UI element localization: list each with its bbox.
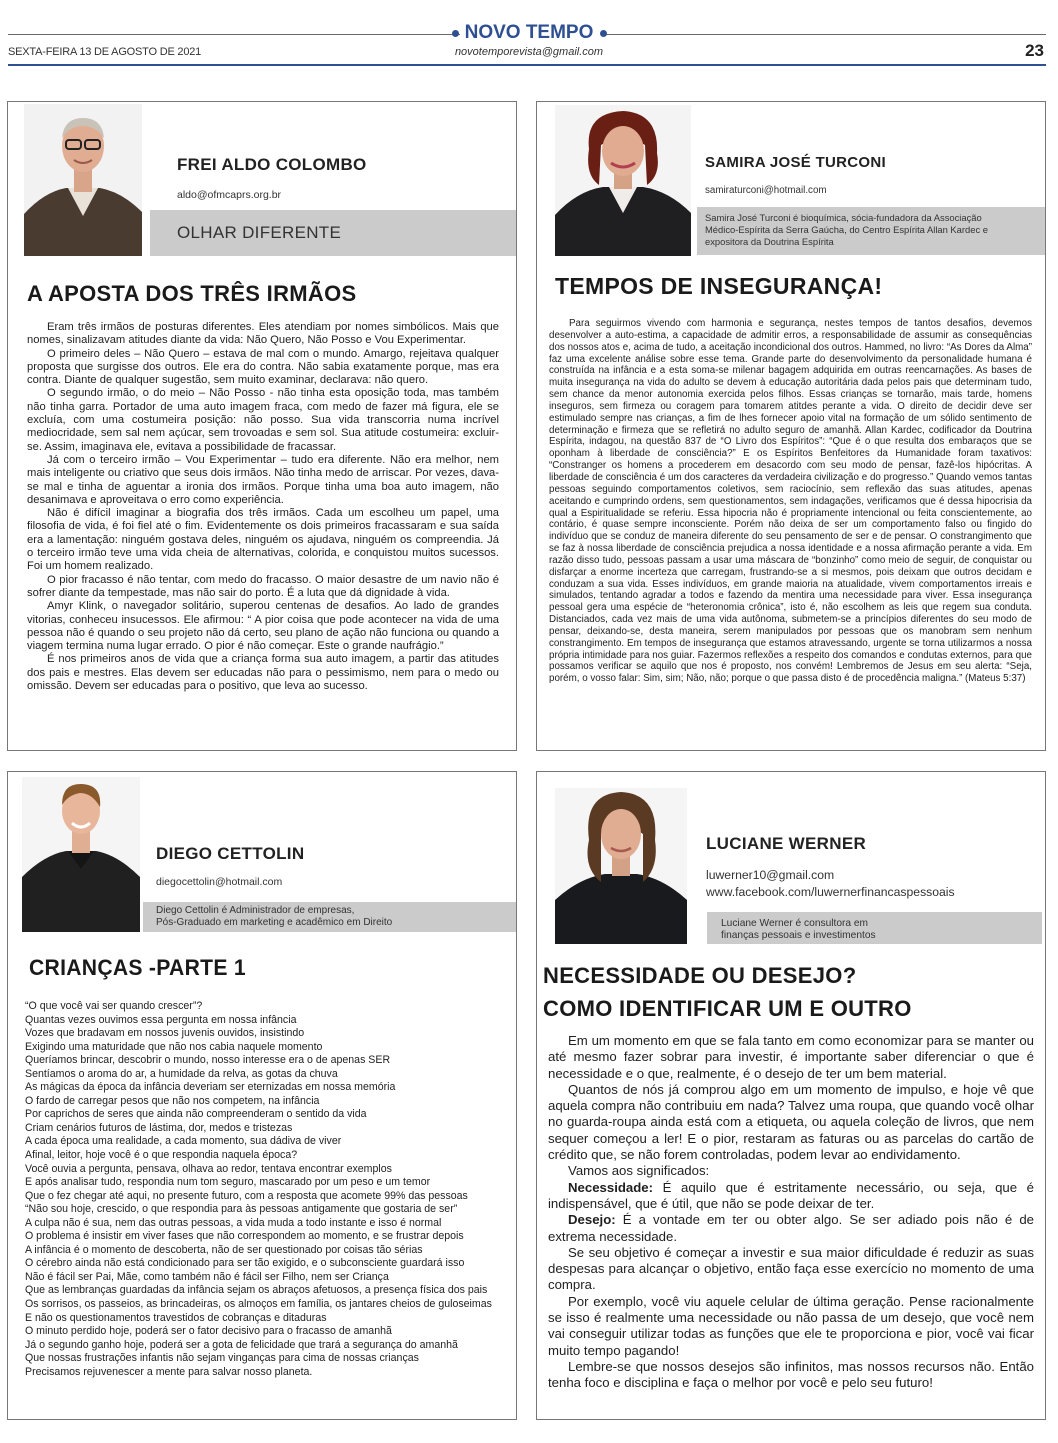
article-body	[25, 1000, 504, 1379]
paragraph: Amyr Klink, o navegador solitário, superou centenas de desafios. Ao lado de grandes vitorias, conheceu insucessos. Ele afirmou: “ A pior coisa que pode acontecer na vida de uma pessoa não é quando o seu projeto não dá certo, seu plano de ação não funciona ou quando a viagem termina numa lugar errado. O pior é não começar. Este o grande naufrágio.”	[27, 600, 499, 653]
author-photo	[24, 104, 142, 256]
poem-line: Afinal, leitor, hoje você é o que respondia naquela época?	[25, 1149, 298, 1162]
article-samira-turconi	[536, 101, 1046, 751]
paragraph: Para seguirmos vivendo com harmonia e segurança, nestes tempos de tantos desafios, devemos desenvolver a auto-estima, a capacidade de admitir erros, a responsabilidade de assumir as consequências dos nossos atos e, acima de tudo, a aceitação incondicional dos outros. Hammed, no livro: “As Dores da Alma” faz uma excelente análise sobre esse tema. Grande parte do desenvolvimento da personalidade humana é construída na infância e a esta soma-se milenar bagagem adquirida em outras reencarnações. As bases de muita insegurança na vida do adulto se devem à educação autoritária dada pelos pais que determinam tudo, sem chance da menor autonomia exercida pelos filhos. Essas crianças se tornarão, mais tarde, homens inseguros, sem firmeza ou coragem para tomarem atitdes perante a vida. O direito de decidir deve ser estimulado sempre nas crianças, a fim de lhes fornecer apoio vital na formação de um sólido sentimento de determinação e firmeza que se refletirá no adulto seguro de amanhã. Allan Kardec, codificador da Doutrina Espírita, indagou, na questão 837 de “O Livro dos Espíritos”: “Que é o que resulta dos embaraços que se oponham à liberdade de consciência?” E os Espíritos Benfeitores da Humanidade foram taxativos: “Constranger os homens a procederem em desacordo com seu modo de pensar, fazê-los hipócritas. A liberdade de consciência é um dos caracteres da verdadeira civilização e do progresso.” Quando vemos tantas pessoas seguindo comportamentos coletivos, sem raciocínio, sem reflexão das suas atitudes, apenas aceitando e cumprindo ordens, sem questionamentos, sem indagações, verificamos que é dessa hipocrisia da qual a Espiritualidade se referiu. Essa hipocria não é propriamente intencional ou feita conscientemente, ao contário, é quase sempre inconsciente. Porém não deixa de ser um comportamento falso ou fingido do indivíduo que se conduz de maneira diferente do seu pensamento de ser e de pensar. O constrangimento que se faz à nossa liberdade de consciência prejudica a nossa identidade e a nossa afirmação perante a vida. Em razão disso tudo, pessoas passam a usar uma máscara de “bonzinho” como meio de seguir, de conquistar ou disfarçar a enorme incerteza que carregam, frustrando-se a si mesmos, pois deixam que outros decidam e conduzam a sua vida. Esses indivíduos, em grande maioria na atualidade, vivem comportamentos irreais e simulados, tentando agradar a todos e fazendo da mentira uma necessidade para viver. Essa insegurança pessoal gera uma espécie de “heteronomia crônica”, isto é, não escolhem as leis que regem sua conduta. Distanciados, cada vez mais de uma vida autônoma, submetem-se a princípios diferentes do seu modo de pensar, deixando-se, desta maneira, serem manipulados por pessoas que os manobram sem nenhum constrangimento. Em tempos de insegurança que estamos atravessando, urgente se torna utilizarmos a nossa própria intimidade para nos guiar. Fazermos reflexões a respeito dos comandos e condutas externos, para que possamos verificar se aquilo que nos é proposto, nos convém! Lembremos de Jesus em seu alerta: “Seja, porém, o vosso falar: Sim, sim; Não, não; porque o que passa disto é de procedência maligna.” (Mateus 5:37)	[549, 318, 1032, 685]
article-headline: TEMPOS DE INSEGURANÇA!	[555, 273, 883, 299]
definition-text: É a vontade em ter ou obter algo. Se ser adiado pois não é de extrema necessidade.	[548, 1212, 1034, 1244]
masthead-title: NOVO TEMPO	[464, 22, 594, 43]
poem-line: Que nossas frustrações infantis não sejam vinganças para cima de nossas crianças	[25, 1352, 419, 1365]
poem-line: O fardo de carregar pesos que não nos competem, na infância	[25, 1094, 320, 1107]
poem-line: Já o segundo ganho hoje, poderá ser a gota de felicidade que trará a segurança do amanhã	[25, 1338, 458, 1351]
poem-line: E não os questionamentos travestidos de cobranças e ditaduras	[25, 1311, 327, 1324]
paragraph: O segundo irmão, o do meio – Não Posso - não tinha esta oposição toda, mas também não tinha garra. Portador de uma auto imagem fraca, com medo de fazer má figura, ele se excluía, com uma costumeira posição: não posso. Sua vida transcorria numa incrível mediocridade, sem sal nem açúcar, sem trovoadas e sem sol. Sua atitude costumeira: excluir-se. Assim, imaginava ele, evitava a possibilidade de fracassar.	[27, 387, 499, 453]
poem-line: “O que você vai ser quando crescer”?	[25, 1000, 203, 1012]
poem-line: “Não sou hoje, crescido, o que respondia para às pessoas antigamente que gostaria de ser”	[25, 1203, 458, 1216]
author-photo	[555, 105, 691, 256]
author-name: LUCIANE WERNER	[706, 834, 867, 853]
author-photo	[22, 777, 140, 932]
poem-line: A infância é o momento de descoberta, não de ser questionado por coisas tão sérias	[25, 1243, 423, 1256]
page-number: 23	[1025, 41, 1044, 60]
poem-line: Sentíamos o aroma do ar, a humidade da relva, as gotas da chuva	[25, 1067, 338, 1080]
author-bio: Luciane Werner é consultora em finanças pessoais e investimentos	[721, 918, 876, 941]
article-luciane-werner	[536, 771, 1046, 1420]
poem-line: As mágicas da época da infância deveriam ser eternizadas em nossa memória	[25, 1081, 396, 1094]
article-body	[548, 1033, 1034, 1392]
poem-line: Que as lembranças guardadas da infância sejam os abraços afetuosos, a presença física dos pais	[25, 1284, 488, 1297]
poem-line: Os sorrisos, os passeios, as brincadeiras, os almoços em família, os jantares cheios de guloseimas	[25, 1298, 492, 1311]
article-headline: A APOSTA DOS TRÊS IRMÃOS	[27, 281, 357, 306]
paragraph: Não é difícil imaginar a biografia dos três irmãos. Cada um escolheu um papel, uma filosofia de vida, é foi fiel até o fim. Evidentemente os dois primeiros fracassaram e sua saída era a lamentação: ninguém gostava deles, ninguém os ajudava, ninguém os compreendia. Já o terceiro irmão teve uma vida cheia de alternativas, colorida, e conquistou muitos sucessos. Foi um homem realizado.	[27, 507, 499, 573]
poem-line: O cérebro ainda não está condicionado para ser tão exigido, e o subconsciente guardará isso	[25, 1257, 465, 1270]
author-photo	[555, 788, 687, 944]
paragraph: Por exemplo, você viu aquele celular de última geração. Pense racionalmente se isso é realmente uma necessidade ou não passa de um desejo, que você nem vai conseguir utilizar todas as funções que ele te proporciona e pior, você vai ficar muito tempo pagando!	[548, 1293, 1034, 1358]
poem-line: O problema é insistir em viver fases que não correspondem ao momento, e se frustrar depois	[25, 1230, 464, 1243]
author-bio: Diego Cettolin é Administrador de empresas, Pós-Graduado em marketing e acadêmico em Direito	[156, 905, 393, 928]
term-necessidade: Necessidade:	[568, 1179, 654, 1195]
paragraph: Quantos de nós já comprou algo em um momento de impulso, e hoje vê que aquela compra não contribuiu em nada? Talvez uma roupa, que quando você olhar no guarda-roupa ainda está com a etiqueta, ou aquela coleção de livros, que nem sequer começou a ler! E o pior, restaram as faturas ou as parcelas do cartão de crédito que, se não forem controladas, podem levar ao endividamento.	[548, 1081, 1034, 1163]
paragraph: Já com o terceiro irmão – Vou Experimentar – tudo era diferente. Não era melhor, nem mais inteligente ou criativo que seus dois irmãos. Não tinha medo de arriscar. Por vezes, dava-se mal e tinha de aguentar a ironia dos irmãos. Porque tinha uma boa auto imagem, não desanimava e aproveitava o erro como experiência.	[27, 453, 499, 506]
masthead-email: novotemporevista@gmail.com	[454, 46, 604, 58]
author-email: luwerner10@gmail.com	[706, 868, 835, 882]
masthead-blue-rule	[8, 64, 1046, 66]
poem-line: Por caprichos de seres que ainda não compreenderam o sentido da vida	[25, 1108, 367, 1121]
facebook-link[interactable]: www.facebook.com/luwernerfinancaspessoais	[706, 885, 955, 899]
article-body	[549, 318, 1032, 685]
poem-line: Não é fácil ser Pai, Mãe, como também não é fácil ser Filho, nem ser Criança	[25, 1270, 389, 1283]
poem-line: A cada época uma realidade, a cada momento, sua dádiva de viver	[25, 1135, 342, 1148]
author-name: DIEGO CETTOLIN	[156, 844, 305, 863]
author-name: FREI ALDO COLOMBO	[177, 155, 367, 174]
article-aldo-colombo	[7, 101, 517, 751]
section-label: OLHAR DIFERENTE	[177, 223, 342, 242]
poem-line: Você ouvia a pergunta, pensava, olhava ao redor, tentava encontrar exemplos	[25, 1162, 392, 1175]
paragraph: O pior fracasso é não tentar, com medo do fracasso. O maior desastre de um navio não é sofrer diante da tempestade, mas não sair do porto. É a luta que dá dignidade à vida.	[27, 573, 499, 599]
poem-line: A culpa não é sua, nem das outras pessoas, a vida muda a todo instante e isso é normal	[25, 1216, 442, 1229]
author-email: diegocettolin@hotmail.com	[156, 876, 283, 888]
poem-line: Criam cenários futuros de lástima, dor, medos e tristezas	[25, 1121, 293, 1134]
poem-line: E após analisar tudo, respondia num tom seguro, mascarado por um peso e um temor	[25, 1176, 431, 1189]
poem-line: Que o fez chegar até aqui, no presente futuro, com a resposta que acomete 99% das pessoas	[25, 1189, 468, 1202]
paragraph: Em um momento em que se fala tanto em como economizar para se manter ou até mesmo fazer sobrar para investir, é importante saber diferenciar o que é necessidade e o que, realmente, é o desejo de ter um bem material.	[548, 1033, 1034, 1081]
paragraph: O primeiro deles – Não Quero – estava de mal com o mundo. Amargo, rejeitava qualquer proposta que surgisse dos outros. Ele era do contra. Não sabia exatamente porque, mas era contra. Diante de qualquer sugestão, sem muito examinar, declarava: não quero.	[27, 347, 499, 387]
poem-line: Queríamos brincar, descobrir o mundo, nosso interesse era o de apenas SER	[25, 1054, 391, 1067]
issue-date: SEXTA-FEIRA 13 DE AGOSTO DE 2021	[8, 46, 202, 58]
author-name: SAMIRA JOSÉ TURCONI	[705, 154, 886, 171]
paragraph: É nos primeiros anos de vida que a criança forma sua auto imagem, a partir das atitudes dos pais e mestres. Elas devem ser educadas não para o pessimismo, nem para o medo ou omissão. Devem ser educadas para o positivo, que leva ao sucesso.	[27, 653, 499, 693]
article-headline-2: COMO IDENTIFICAR UM E OUTRO	[543, 996, 912, 1021]
poem-line: O minuto perdido hoje, poderá ser o fator decisivo para o fracasso de amanhã	[25, 1325, 392, 1338]
poem-line: Exigindo uma maturidade que não nos cabia naquele momento	[25, 1040, 323, 1053]
author-email: samiraturconi@hotmail.com	[705, 185, 827, 196]
definition-necessidade	[548, 1180, 1034, 1213]
article-body	[27, 321, 499, 693]
article-headline-1: NECESSIDADE OU DESEJO?	[543, 963, 857, 988]
term-desejo: Desejo:	[568, 1212, 616, 1228]
paragraph: Se seu objetivo é começar a investir e sua maior dificuldade é reduzir as suas despesas para alcançar o objetivo, então faça esse exercício no momento de uma compra.	[548, 1244, 1034, 1293]
definition-text: É aquilo que é estritamente necessário, ou seja, que é indispensável, que é útil, que não se pode deixar de ter.	[548, 1179, 1034, 1211]
author-bio: Samira José Turconi é bioquímica, sócia-fundadora da Associação Médico-Espírita da Serra Gaúcha, do Centro Espírita Allan Kardec e expositora da Doutrina Espírita	[705, 212, 988, 247]
poem-line: Precisamos rejuvenescer a mente para salvar nosso planeta.	[25, 1365, 313, 1378]
article-headline: CRIANÇAS -PARTE 1	[29, 955, 246, 980]
paragraph: Vamos aos significados:	[568, 1163, 710, 1179]
definition-desejo	[548, 1212, 1034, 1245]
poem-line: Vozes que bradavam em nossos juvenis ouvidos, insistindo	[25, 1027, 305, 1040]
article-diego-cettolin	[7, 771, 517, 1420]
poem-line: Quantas vezes ouvimos essa pergunta em nossa infância	[25, 1013, 297, 1026]
author-email: aldo@ofmcaprs.org.br	[177, 189, 282, 201]
paragraph: Lembre-se que nossos desejos são infinitos, mas nossos recursos não. Então tenha foco e disciplina e faça o melhor por você e pelo seu futuro!	[548, 1358, 1034, 1391]
paragraph: Eram três irmãos de posturas diferentes. Eles atendiam por nomes simbólicos. Mais que nomes, sinalizavam atitudes diante da vida: Não Quero, Não Posso e Vou Experimentar.	[27, 321, 499, 347]
